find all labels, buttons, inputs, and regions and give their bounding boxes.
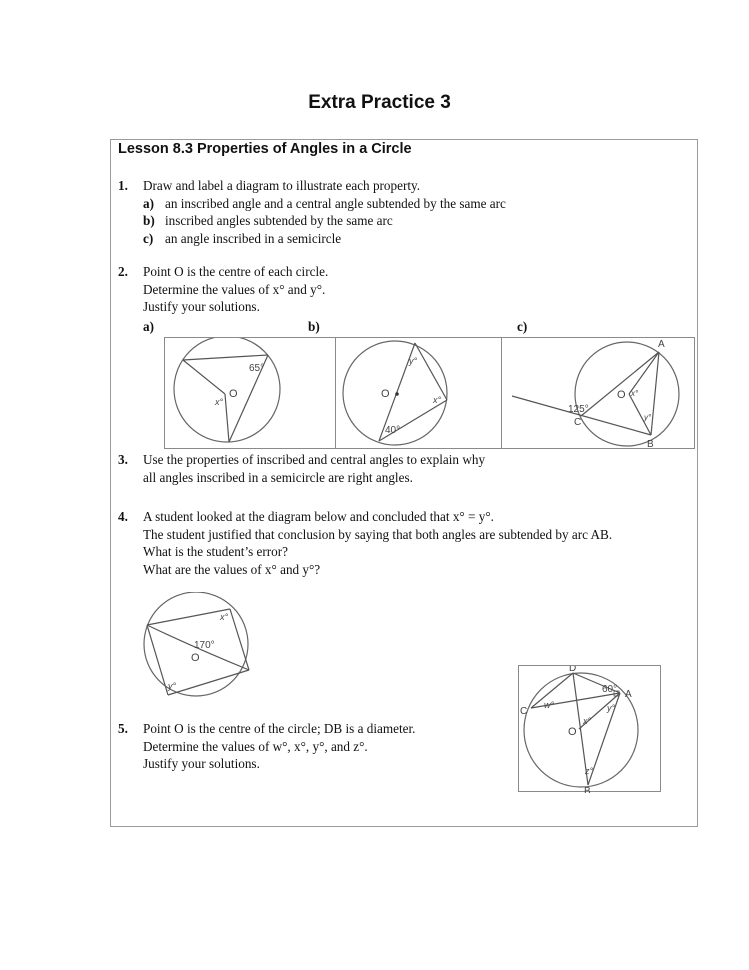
question-text: Point O is the centre of each circle. — [143, 264, 329, 279]
question-number: 5. — [118, 721, 128, 736]
center-label: O — [381, 388, 390, 400]
center-label: O — [617, 389, 626, 401]
question-text: Justify your solutions. — [143, 756, 260, 771]
question-part-c: c) an angle inscribed in a semicircle — [143, 230, 342, 246]
angle-label: 40° — [385, 425, 401, 436]
unknown-label: x° — [215, 397, 224, 407]
point-c: C — [520, 706, 528, 717]
question-text: The student justified that conclusion by saying that both angles are subtended by arc AB. — [143, 526, 613, 542]
unknown-y: y° — [409, 356, 418, 366]
question-text: all angles inscribed in a semicircle are right angles. — [143, 469, 413, 485]
unknown-w: w° — [544, 700, 555, 710]
diagram-strip — [164, 337, 695, 449]
angle-label: 65° — [249, 363, 265, 374]
angle-label: 170° — [194, 640, 215, 651]
question-number: 4. — [118, 509, 128, 524]
question-text: What is the student’s error? — [143, 544, 289, 559]
diagram-label-b: b) — [308, 319, 320, 334]
unknown-x: x° — [631, 389, 639, 398]
angle-label: 60° — [602, 684, 618, 695]
point-a: A — [658, 339, 665, 350]
diagram-c — [501, 338, 694, 448]
point-d: D — [569, 666, 577, 674]
point-b: B — [584, 786, 591, 793]
question-text: Determine the values of w°, x°, y°, and z°. — [143, 738, 368, 754]
question-number: 3. — [118, 452, 128, 467]
diagram-label-a: a) — [143, 319, 154, 334]
question-number: 1. — [118, 178, 128, 193]
page-title: Extra Practice 3 — [308, 92, 451, 113]
unknown-x: x° — [220, 612, 229, 622]
question-text: A student looked at the diagram below and concluded that x° = y°. — [143, 509, 494, 524]
point-b: B — [647, 439, 654, 448]
question-text: Use the properties of inscribed and central angles to explain why — [143, 452, 486, 467]
angle-label: 125° — [568, 404, 589, 415]
unknown-x: x° — [583, 716, 592, 726]
diagram-b — [335, 338, 502, 448]
unknown-y: y° — [644, 413, 652, 422]
question-text: What are the values of x° and y°? — [143, 561, 321, 577]
center-label: O — [568, 726, 577, 738]
point-a: A — [625, 689, 632, 700]
diagram-q4 — [138, 592, 258, 707]
question-text: Justify your solutions. — [143, 299, 260, 314]
center-label: O — [191, 652, 200, 664]
question-text: Point O is the centre of the circle; DB is a diameter. — [143, 721, 416, 736]
question-text: Draw and label a diagram to illustrate each property. — [143, 178, 421, 193]
diagram-label-c: c) — [517, 319, 528, 334]
diagram-a — [165, 338, 336, 448]
unknown-y: y° — [607, 703, 616, 713]
unknown-y: y° — [168, 681, 177, 691]
point-c: C — [574, 417, 582, 428]
diagram-q5 — [518, 665, 661, 792]
unknown-x: x° — [433, 395, 442, 405]
center-label: O — [229, 388, 238, 400]
unknown-z: z° — [585, 766, 594, 776]
question-number: 2. — [118, 264, 128, 279]
question-text: Determine the values of x° and y°. — [143, 281, 326, 297]
question-part-a: a) an inscribed angle and a central angle subtended by the same arc — [143, 195, 506, 211]
lesson-title: Lesson 8.3 Properties of Angles in a Circle — [118, 141, 412, 157]
question-part-b: b) inscribed angles subtended by the same arc — [143, 213, 393, 228]
